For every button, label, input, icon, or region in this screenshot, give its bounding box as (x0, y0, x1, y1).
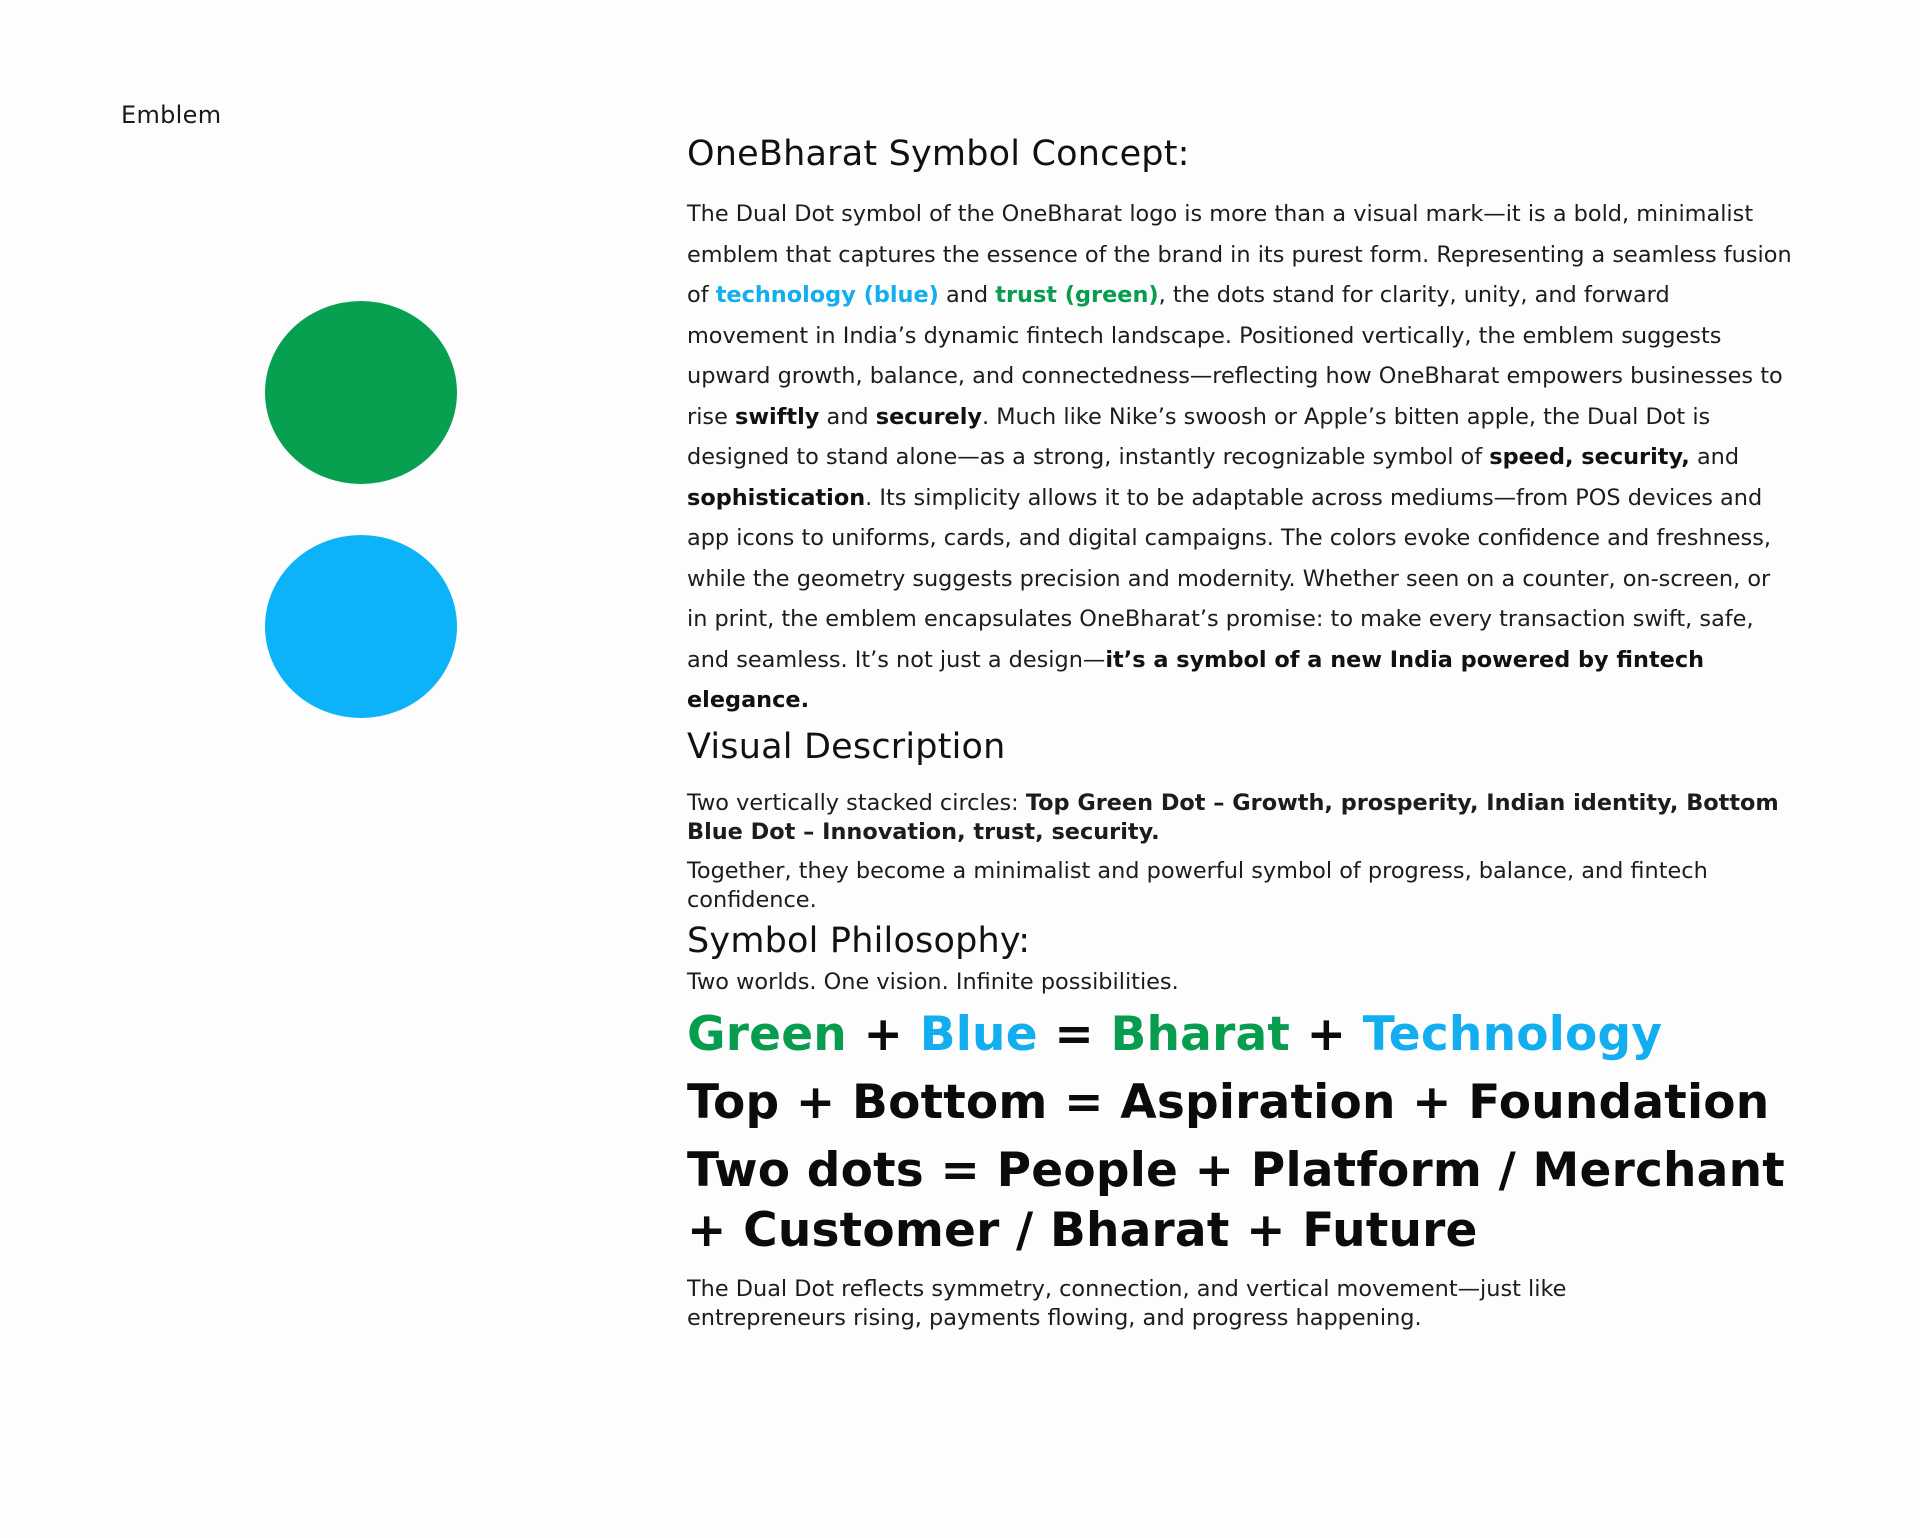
visual-description-text (687, 789, 1797, 847)
concept-text-run: The Dual Dot symbol of the OneBharat logo is more than a visual mark—it is a bold, minimalist emblem that captures the essence of the brand in its purest form. Representing a seamless fusion of (687, 201, 1792, 308)
concept-text-run: . Its simplicity allows it to be adaptable across mediums—from POS devices and app icons to uniforms, cards, and digital campaigns. The colors evoke confidence and freshness, while the geometry suggests precision and modernity. Whether seen on a counter, on-screen, or in print, the emblem encapsulates OneBharat’s promise: to make every transaction swift, safe, and seamless. It’s not just a design— (687, 484, 1772, 673)
visual-description-prefix: Two vertically stacked circles: (687, 789, 1026, 816)
visual-description-together: Together, they become a minimalist and powerful symbol of progress, balance, and fintech confidence. (687, 857, 1708, 913)
equation-term: Blue (919, 1006, 1038, 1062)
equation-term: = (1037, 1006, 1111, 1062)
color-equation (687, 1005, 1797, 1065)
equation-term: Green (687, 1006, 847, 1062)
emblem-label: Emblem (121, 101, 222, 129)
dots-equation: Two dots = People + Platform / Merchant + Customer / Bharat + Future (687, 1142, 1785, 1258)
philosophy-tagline: Two worlds. One vision. Infinite possibilities. (687, 968, 1179, 995)
closing-paragraph: The Dual Dot reflects symmetry, connection, and vertical movement—just like entrepreneurs rising, payments flowing, and progress happening. (687, 1275, 1567, 1331)
concept-emphasis-bold: securely (875, 403, 982, 430)
visual-description-title: Visual Description (687, 726, 1006, 767)
concept-emphasis-bold: it’s a symbol of a new India powered by fintech elegance. (687, 646, 1705, 713)
philosophy-title: Symbol Philosophy: (687, 920, 1031, 961)
equation-term: Bharat (1110, 1006, 1291, 1062)
equation-term: Technology (1362, 1006, 1663, 1062)
equation-term: + (1290, 1006, 1363, 1062)
green-dot-icon (265, 301, 457, 484)
concept-text-run: . Much like Nike’s swoosh or Apple’s bitten apple, the Dual Dot is designed to stand alone—as a strong, instantly recognizable symbol of (687, 403, 1711, 470)
concept-paragraph (687, 194, 1797, 721)
blue-dot-icon (265, 535, 457, 718)
concept-title: OneBharat Symbol Concept: (687, 134, 1190, 174)
concept-emphasis-blue: technology (blue) (715, 282, 939, 308)
concept-text-run: and (819, 403, 876, 430)
content-column (687, 128, 1797, 1333)
position-equation: Top + Bottom = Aspiration + Foundation (687, 1074, 1770, 1130)
concept-emphasis-bold: sophistication (687, 484, 866, 511)
concept-emphasis-green: trust (green) (995, 282, 1159, 308)
visual-description-dots: Top Green Dot – Growth, prosperity, Indian identity, Bottom Blue Dot – Innovation, trust, security. (687, 789, 1779, 845)
concept-emphasis-bold: swiftly (735, 403, 820, 430)
equation-term: + (846, 1006, 920, 1062)
concept-text-run: , the dots stand for clarity, unity, and forward movement in India’s dynamic fintech landscape. Positioned vertically, the emblem suggests upward growth, balance, and connectedness—reflecting how OneBharat empowers businesses to rise (687, 282, 1783, 430)
concept-text-run: and (938, 282, 996, 308)
concept-text-run: and (1689, 444, 1740, 470)
concept-emphasis-bold: speed, security, (1489, 444, 1690, 470)
